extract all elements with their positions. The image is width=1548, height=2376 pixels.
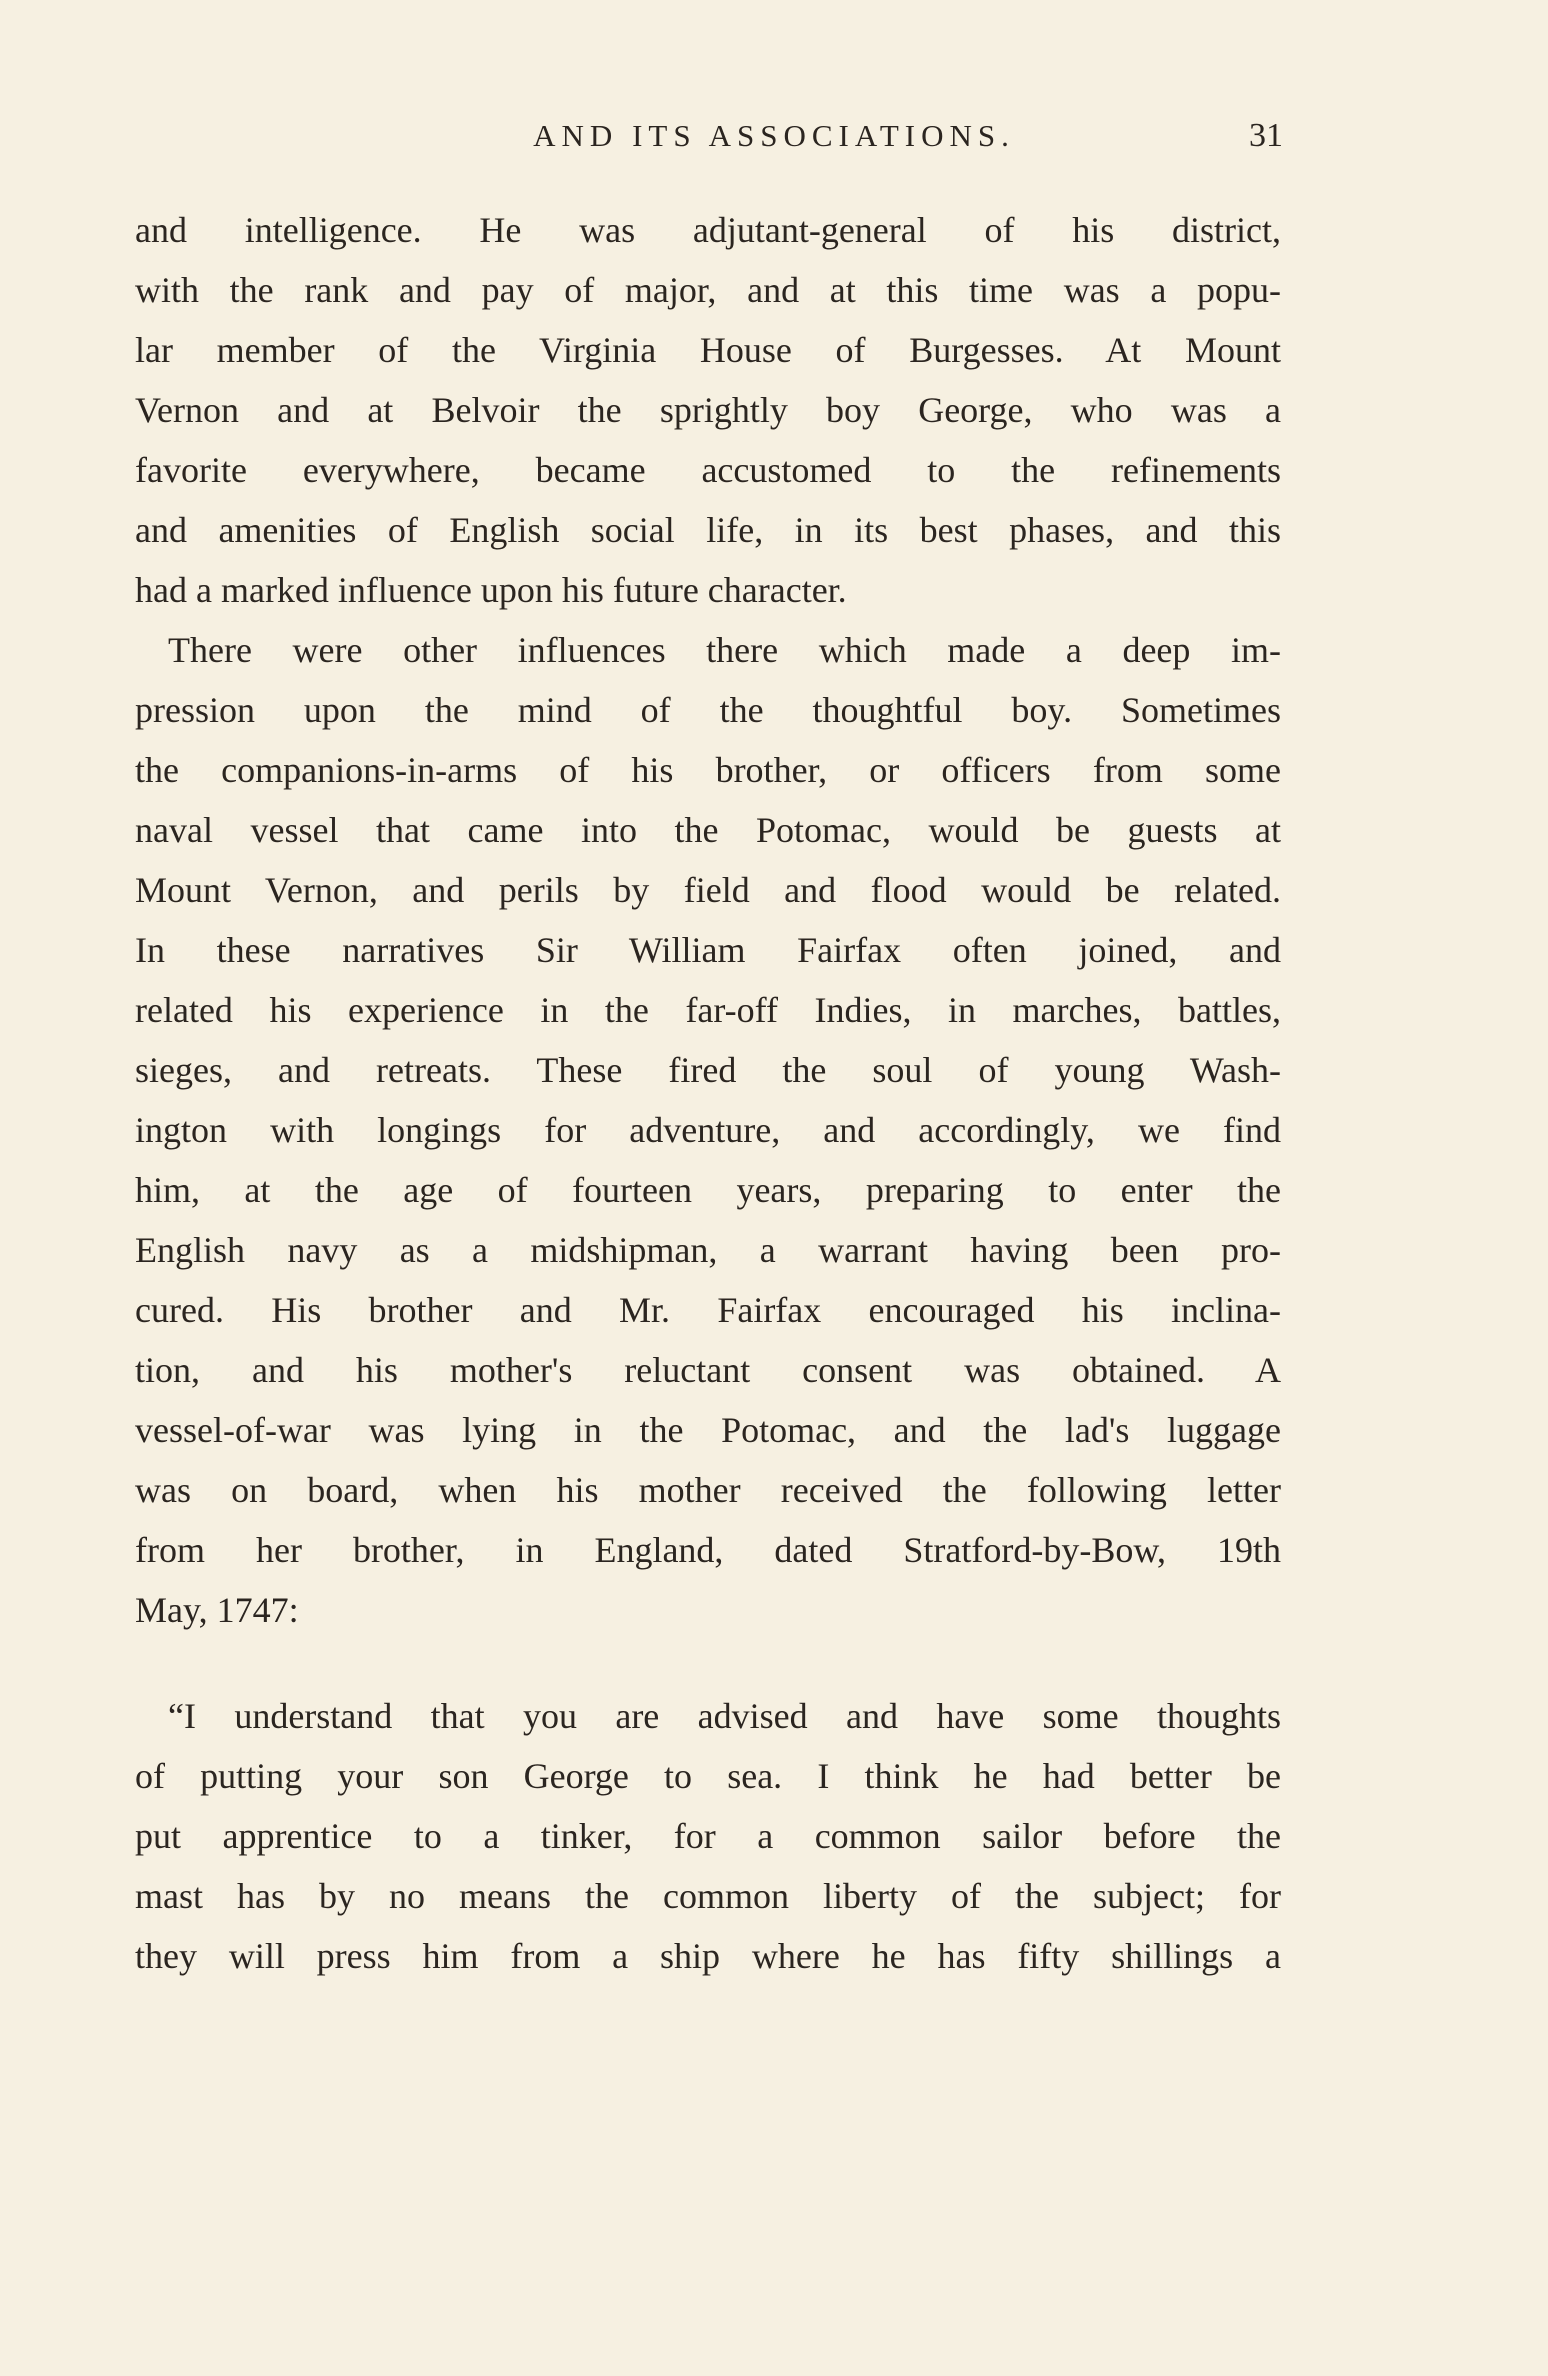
text-line: lar member of the Virginia House of Burgesses. At Mount: [135, 330, 1281, 370]
text-line: related his experience in the far-off Indies, in marches, battles,: [135, 990, 1281, 1030]
text-line: of putting your son George to sea. I think he had better be: [135, 1756, 1281, 1796]
text-line: pression upon the mind of the thoughtful boy. Sometimes: [135, 690, 1281, 730]
text-line: sieges, and retreats. These fired the soul of young Wash-: [135, 1050, 1281, 1090]
text-line: In these narratives Sir William Fairfax often joined, and: [135, 930, 1281, 970]
text-line: was on board, when his mother received the following letter: [135, 1470, 1281, 1510]
paragraph-gap: [135, 1640, 1281, 1686]
text-line: they will press him from a ship where he has fifty shillings a: [135, 1936, 1281, 1976]
text-line: mast has by no means the common liberty of the subject; for: [135, 1876, 1281, 1916]
text-line: naval vessel that came into the Potomac, would be guests at: [135, 810, 1281, 850]
text-line: favorite everywhere, became accustomed to the refinements: [135, 450, 1281, 490]
text-line: and intelligence. He was adjutant-general of his district,: [135, 210, 1281, 250]
text-line: cured. His brother and Mr. Fairfax encouraged his inclina-: [135, 1290, 1281, 1330]
text-line: tion, and his mother's reluctant consent was obtained. A: [135, 1350, 1281, 1390]
running-head: [0, 116, 1548, 156]
text-line: May, 1747:: [135, 1590, 299, 1630]
text-line: had a marked influence upon his future character.: [135, 570, 847, 610]
page-number: 31: [1249, 117, 1283, 154]
paragraph: [135, 200, 1281, 620]
text-line: There were other influences there which made a deep im-: [168, 630, 1281, 670]
text-line: and amenities of English social life, in its best phases, and this: [135, 510, 1281, 550]
body-text: [135, 200, 1281, 1986]
paragraph: [135, 620, 1281, 1640]
text-line: ington with longings for adventure, and accordingly, we find: [135, 1110, 1281, 1150]
quoted-letter: [135, 1686, 1281, 1986]
text-line: put apprentice to a tinker, for a common sailor before the: [135, 1816, 1281, 1856]
text-line: Mount Vernon, and perils by field and flood would be related.: [135, 870, 1281, 910]
running-title: AND ITS ASSOCIATIONS.: [533, 118, 1015, 153]
text-line: from her brother, in England, dated Stratford-by-Bow, 19th: [135, 1530, 1281, 1570]
text-line: Vernon and at Belvoir the sprightly boy George, who was a: [135, 390, 1281, 430]
text-line: “I understand that you are advised and have some thoughts: [168, 1696, 1281, 1736]
text-line: him, at the age of fourteen years, preparing to enter the: [135, 1170, 1281, 1210]
text-line: with the rank and pay of major, and at this time was a popu-: [135, 270, 1281, 310]
text-line: vessel-of-war was lying in the Potomac, and the lad's luggage: [135, 1410, 1281, 1450]
text-line: the companions-in-arms of his brother, or officers from some: [135, 750, 1281, 790]
text-line: English navy as a midshipman, a warrant having been pro-: [135, 1230, 1281, 1270]
